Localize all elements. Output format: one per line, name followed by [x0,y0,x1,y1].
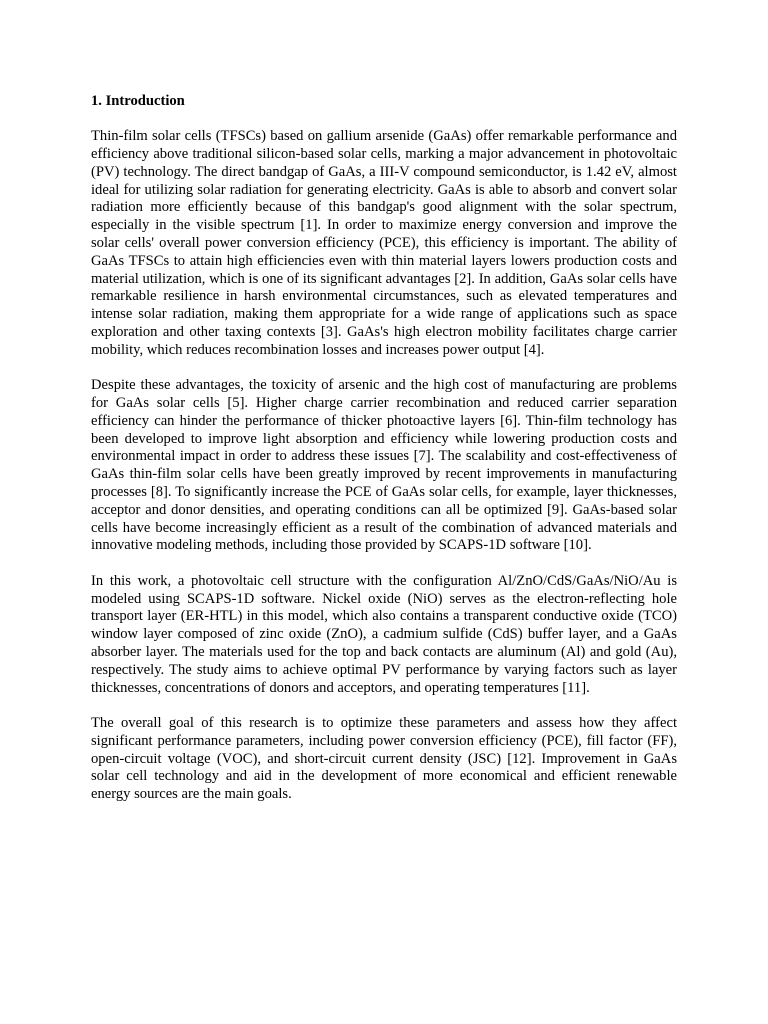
paragraph-challenges: Despite these advantages, the toxicity of arsenic and the high cost of manufacturing are problems for GaAs solar cells [5]. Higher charge carrier recombination and reduced carrier separation efficiency can hinder the performance of thicker photoactive layers [6]. Thin-film technology has been developed to improve light absorption and efficiency while lowering production costs and environmental impact in order to address these issues [7]. The scalability and cost-effectiveness of GaAs thin-film solar cells have been greatly improved by recent improvements in manufacturing processes [8]. To significantly increase the PCE of GaAs solar cells, for example, layer thicknesses, acceptor and donor densities, and operating conditions can all be optimized [9]. GaAs-based solar cells have become increasingly efficient as a result of the combination of advanced materials and innovative modeling methods, including those provided by SCAPS-1D software [10]. [91,377,677,554]
paragraph-this-work: In this work, a photovoltaic cell structure with the configuration Al/ZnO/CdS/GaAs/NiO/Au is modeled using SCAPS-1D software. Nickel oxide (NiO) serves as the electron-reflecting hole transport layer (ER-HTL) in this model, which also contains a transparent conductive oxide (TCO) window layer composed of zinc oxide (ZnO), a cadmium sulfide (CdS) buffer layer, and a GaAs absorber layer. The materials used for the top and back contacts are aluminum (Al) and gold (Au), respectively. The study aims to achieve optimal PV performance by varying factors such as layer thicknesses, concentrations of donors and acceptors, and operating temperatures [11]. [91,572,677,696]
paragraph-intro: Thin-film solar cells (TFSCs) based on gallium arsenide (GaAs) offer remarkable performance and efficiency above traditional silicon-based solar cells, marking a major advancement in photovoltaic (PV) technology. The direct bandgap of GaAs, a III-V compound semiconductor, is 1.42 eV, almost ideal for utilizing solar radiation for generating electricity. GaAs is able to absorb and convert solar radiation more efficiently because of this bandgap's good alignment with the solar spectrum, especially in the visible spectrum [1]. In order to maximize energy conversion and improve the solar cells' overall power conversion efficiency (PCE), this efficiency is important. The ability of GaAs TFSCs to attain high efficiencies even with thin material layers lowers production costs and material utilization, which is one of its significant advantages [2]. In addition, GaAs solar cells have remarkable resilience in harsh environmental circumstances, such as elevated temperatures and intense solar radiation, making them appropriate for a wide range of applications such as space exploration and other taxing contexts [3]. GaAs's high electron mobility facilitates charge carrier mobility, which reduces recombination losses and increases power output [4]. [91,128,677,358]
section-heading: 1. Introduction [91,93,185,109]
paragraph-goals: The overall goal of this research is to optimize these parameters and assess how they affect significant performance parameters, including power conversion efficiency (PCE), fill factor (FF), open-circuit voltage (VOC), and short-circuit current density (JSC) [12]. Improvement in GaAs solar cell technology and aid in the development of more economical and efficient renewable energy sources are the main goals. [91,714,677,803]
page-content [91,93,677,822]
